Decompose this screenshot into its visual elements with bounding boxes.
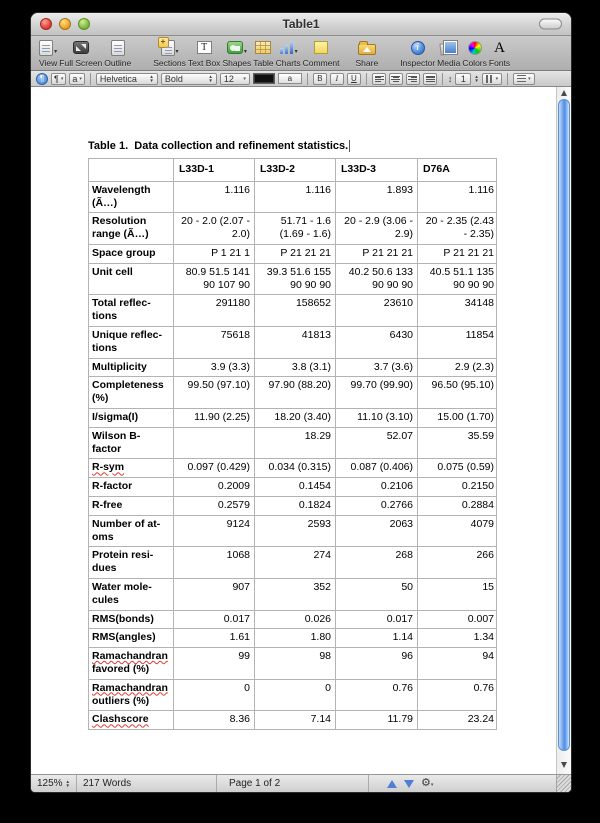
row-label-cell[interactable] — [89, 409, 173, 427]
value-cell[interactable]: 1.34 — [417, 629, 498, 647]
word-count-text: 217 Words — [83, 778, 132, 789]
row-label-cell[interactable] — [89, 295, 173, 326]
value-cell[interactable]: 15.00 (1.70) — [417, 409, 498, 427]
scroll-down-arrow-icon[interactable] — [557, 762, 571, 768]
toolbar-item-outline[interactable] — [104, 38, 131, 68]
charts-icon — [279, 41, 294, 54]
table-header-row — [89, 159, 496, 181]
value-cell[interactable]: 1.116 — [173, 182, 254, 213]
value-cell[interactable]: 1.61 — [173, 629, 254, 647]
italic-button[interactable]: I — [330, 73, 344, 85]
toolbar-item-label: Shapes — [222, 58, 252, 68]
row-label-cell[interactable] — [89, 547, 173, 578]
title-bar[interactable] — [31, 13, 571, 36]
value-cell[interactable]: 1.116 — [417, 182, 498, 213]
value-cell[interactable]: 20 - 2.35 (2.43 - 2.35) — [417, 213, 498, 244]
view-icon — [39, 40, 53, 56]
row-label-line: tions — [92, 310, 118, 323]
value-cell[interactable]: 41813 — [254, 327, 335, 358]
toolbar-item-charts[interactable] — [276, 38, 301, 68]
table-row — [89, 578, 496, 610]
row-label-cell[interactable] — [89, 497, 173, 515]
value-cell[interactable]: 23.24 — [417, 711, 498, 729]
table-row — [89, 628, 496, 647]
value-cell[interactable]: 0.007 — [417, 611, 498, 629]
toolbar-item-comment[interactable] — [303, 38, 340, 68]
resize-grip[interactable] — [556, 775, 571, 792]
gear-icon[interactable]: ⚙▾ — [421, 777, 434, 789]
row-label-cell[interactable] — [89, 478, 173, 496]
toolbar-item-textbox[interactable] — [188, 38, 221, 68]
align-center-button[interactable] — [389, 73, 403, 85]
document-area[interactable] — [31, 87, 571, 774]
toolbar-item-label: Media — [437, 58, 461, 68]
value-cell[interactable]: 1.893 — [335, 182, 417, 213]
row-label-cell[interactable] — [89, 213, 173, 244]
value-cell[interactable]: 0.087 (0.406) — [335, 459, 417, 477]
fullscreen-icon — [73, 41, 89, 54]
bold-button[interactable]: B — [313, 73, 327, 85]
app-window — [30, 12, 572, 793]
font-family-select[interactable] — [96, 73, 158, 85]
toolbar-item-inspector[interactable] — [400, 38, 435, 68]
value-cell[interactable]: 11.90 (2.25) — [173, 409, 254, 427]
typeface-value: Bold — [164, 73, 183, 84]
font-family-value: Helvetica — [99, 73, 137, 84]
paragraph-icon[interactable]: ¶ — [36, 73, 48, 85]
value-cell[interactable]: 20 - 2.9 (3.06 - 2.9) — [335, 213, 417, 244]
header-cell[interactable]: L33D-2 — [254, 159, 335, 181]
underline-button[interactable]: U — [347, 73, 361, 85]
toolbar-item-label: Table — [253, 58, 274, 68]
shapes-icon — [227, 41, 243, 54]
comment-icon — [314, 41, 328, 54]
value-cell[interactable]: 99.70 (99.90) — [335, 377, 417, 408]
value-cell[interactable]: 0.2106 — [335, 478, 417, 496]
value-cell[interactable]: 0.097 (0.429) — [173, 459, 254, 477]
character-style-dropdown[interactable] — [69, 73, 85, 85]
table-row — [89, 294, 496, 326]
value-cell[interactable]: 4079 — [417, 516, 498, 547]
toolbar-item-label: Sections — [153, 58, 186, 68]
value-cell[interactable]: 98 — [254, 648, 335, 679]
value-cell[interactable]: 0.76 — [417, 680, 498, 711]
value-cell[interactable]: 99.50 (97.10) — [173, 377, 254, 408]
row-label-line: Resolution — [92, 215, 147, 228]
row-label-line: Number of at- — [92, 517, 161, 530]
value-cell[interactable]: 50 — [335, 579, 417, 610]
row-label-cell[interactable] — [89, 629, 173, 647]
header-cell[interactable]: L33D-3 — [335, 159, 417, 181]
stepper-icon — [208, 75, 212, 81]
media-icon — [440, 41, 458, 54]
page-content — [88, 140, 500, 730]
header-cell[interactable]: D76A — [417, 159, 498, 181]
toolbar-item-label: Share — [355, 58, 379, 68]
row-label-line: Water mole- — [92, 580, 152, 593]
row-label-line: dues — [92, 562, 117, 575]
table-row — [89, 477, 496, 496]
table-row — [89, 458, 496, 477]
row-label-line: Total reflec- — [92, 297, 151, 310]
value-cell[interactable]: 274 — [254, 547, 335, 578]
font-size-value: 12 — [223, 73, 234, 84]
table-row — [89, 358, 496, 377]
value-cell[interactable]: 2593 — [254, 516, 335, 547]
divider — [507, 73, 508, 85]
value-cell[interactable]: 7.14 — [254, 711, 335, 729]
header-corner-cell[interactable] — [89, 159, 173, 181]
table-row — [89, 427, 496, 459]
value-cell[interactable]: 0.2579 — [173, 497, 254, 515]
paragraph-style-value: ¶ — [54, 73, 59, 84]
page-indicator-text: Page 1 of 2 — [229, 778, 281, 789]
share-icon — [358, 44, 376, 55]
toolbar-toggle-button[interactable] — [539, 19, 562, 30]
text-box-icon — [197, 41, 212, 54]
row-label-cell[interactable] — [89, 182, 173, 213]
font-size-select[interactable] — [220, 73, 250, 85]
chevron-down-icon: ▾ — [495, 75, 499, 82]
toolbar-item-sections[interactable] — [153, 38, 186, 68]
toolbar-item-media[interactable] — [437, 38, 460, 68]
row-label-line: outliers (%) — [92, 694, 150, 707]
table-row — [89, 408, 496, 427]
toolbar-item-share[interactable] — [356, 38, 379, 68]
table-caption-text: Table 1. Data collection and refinement statistics. — [88, 140, 349, 152]
value-cell[interactable]: 3.8 (3.1) — [254, 359, 335, 377]
value-cell[interactable]: 20 - 2.0 (2.07 - 2.0) — [173, 213, 254, 244]
scrollbar-thumb[interactable] — [558, 99, 570, 751]
header-cell[interactable]: L33D-1 — [173, 159, 254, 181]
value-cell[interactable]: 0.017 — [173, 611, 254, 629]
row-label-cell[interactable] — [89, 245, 173, 263]
value-cell[interactable]: 0.2009 — [173, 478, 254, 496]
toolbar-item-label: View — [39, 58, 58, 68]
value-cell[interactable]: P 21 21 21 — [335, 245, 417, 263]
value-cell[interactable]: P 1 21 1 — [173, 245, 254, 263]
value-cell[interactable]: 0.034 (0.315) — [254, 459, 335, 477]
value-cell[interactable]: 75618 — [173, 327, 254, 358]
value-cell[interactable]: 51.71 - 1.6 (1.69 - 1.6) — [254, 213, 335, 244]
value-cell[interactable]: 0 — [173, 680, 254, 711]
row-label-line: oms — [92, 530, 114, 543]
align-right-button[interactable] — [406, 73, 420, 85]
row-label-line: Ramachandran — [92, 650, 168, 663]
value-cell[interactable]: 94 — [417, 648, 498, 679]
value-cell[interactable]: 0.76 — [335, 680, 417, 711]
row-label-line: I/sigma(I) — [92, 410, 139, 423]
dropdown-arrow-icon: ▾ — [54, 49, 58, 55]
value-cell[interactable]: 39.3 51.6 155 90 90 90 — [254, 264, 335, 295]
row-label-line: (Ã…) — [92, 196, 118, 209]
value-cell[interactable]: 0.017 — [335, 611, 417, 629]
toolbar-item-view[interactable] — [39, 38, 57, 68]
toolbar-item-label: Comment — [302, 58, 340, 68]
stepper-icon — [149, 75, 153, 81]
table-row — [89, 610, 496, 629]
stats-table[interactable] — [88, 158, 497, 730]
dropdown-arrow-icon: ▾ — [175, 49, 179, 55]
row-label-line: favored (%) — [92, 662, 150, 675]
row-label-cell[interactable] — [89, 327, 173, 358]
row-label-line: (%) — [92, 392, 109, 405]
close-button[interactable] — [40, 18, 52, 30]
colors-icon — [468, 41, 482, 55]
row-label-line: Clashscore — [92, 713, 149, 726]
value-cell[interactable]: 96 — [335, 648, 417, 679]
table-icon — [255, 41, 271, 54]
traffic-lights — [40, 18, 90, 30]
chevron-down-icon: ▾ — [243, 75, 246, 82]
row-label-cell[interactable] — [89, 377, 173, 408]
chevron-down-icon: ▾ — [430, 782, 434, 788]
table-row — [89, 326, 496, 358]
row-label-line: Space group — [92, 246, 156, 259]
zoom-stepper-icon[interactable] — [66, 780, 70, 786]
value-cell[interactable]: 0.026 — [254, 611, 335, 629]
toolbar-item-label: Text Box — [187, 58, 221, 68]
toolbar-item-colors[interactable] — [462, 38, 487, 68]
value-cell[interactable]: 1.14 — [335, 629, 417, 647]
row-label-cell[interactable] — [89, 264, 173, 295]
page-navigation — [387, 778, 433, 789]
value-cell[interactable]: 0.2766 — [335, 497, 417, 515]
character-style-value: a — [72, 73, 78, 84]
table-row — [89, 376, 496, 408]
row-label-cell[interactable] — [89, 680, 173, 711]
toolbar-item-table[interactable] — [253, 38, 273, 68]
table-row — [89, 647, 496, 679]
value-cell[interactable]: 0.1454 — [254, 478, 335, 496]
chevron-down-icon: ▾ — [528, 75, 531, 82]
value-cell[interactable]: 96.50 (95.10) — [417, 377, 498, 408]
dropdown-arrow-icon: ▾ — [243, 49, 247, 55]
toolbar-item-label: Inspector — [400, 58, 436, 68]
format-bar — [31, 71, 571, 87]
value-cell[interactable]: 266 — [417, 547, 498, 578]
row-label-line: range (Ã…) — [92, 228, 149, 241]
value-cell[interactable]: 268 — [335, 547, 417, 578]
row-label-line: Completeness — [92, 379, 164, 392]
value-cell[interactable]: 35.59 — [417, 428, 498, 459]
row-label-line: R-free — [92, 498, 123, 511]
vertical-scrollbar[interactable] — [556, 87, 571, 774]
divider — [307, 73, 308, 85]
value-cell[interactable]: 11854 — [417, 327, 498, 358]
row-label-line: Ramachandran — [92, 681, 168, 694]
value-cell[interactable]: 8.36 — [173, 711, 254, 729]
table-row — [89, 710, 496, 729]
divider — [442, 73, 443, 85]
divider — [366, 73, 367, 85]
value-cell[interactable]: 11.79 — [335, 711, 417, 729]
value-cell[interactable]: 18.20 (3.40) — [254, 409, 335, 427]
toolbar-item-shapes[interactable] — [222, 38, 251, 68]
value-cell[interactable]: 2.9 (2.3) — [417, 359, 498, 377]
row-label-line: R-sym — [92, 461, 125, 474]
row-label-cell[interactable] — [89, 459, 173, 477]
row-label-line: Unique reflec- — [92, 328, 163, 341]
toolbar-item-label: Fonts — [488, 58, 511, 68]
row-label-line: Protein resi- — [92, 549, 154, 562]
toolbar-item-label: Outline — [104, 58, 132, 68]
columns-dropdown[interactable] — [482, 73, 502, 85]
inspector-icon — [411, 41, 425, 55]
line-spacing-value[interactable]: 1 — [455, 73, 471, 85]
value-cell[interactable]: 3.7 (3.6) — [335, 359, 417, 377]
toolbar — [31, 36, 571, 71]
status-bar — [31, 774, 571, 792]
outline-icon — [111, 40, 125, 56]
value-cell[interactable]: 0.075 (0.59) — [417, 459, 498, 477]
row-label-cell[interactable] — [89, 611, 173, 629]
align-left-button[interactable] — [372, 73, 386, 85]
chevron-down-icon: ▾ — [60, 75, 64, 82]
align-justify-button[interactable] — [423, 73, 437, 85]
value-cell[interactable]: 3.9 (3.3) — [173, 359, 254, 377]
chevron-down-icon: ▾ — [79, 75, 82, 82]
list-style-dropdown[interactable] — [513, 73, 535, 85]
value-cell[interactable]: 99 — [173, 648, 254, 679]
value-cell[interactable]: 907 — [173, 579, 254, 610]
value-cell[interactable]: 0 — [254, 680, 335, 711]
row-label-line: Unit cell — [92, 265, 133, 278]
text-color-well[interactable] — [253, 73, 275, 84]
row-label-cell[interactable] — [89, 516, 173, 547]
value-cell[interactable]: 34148 — [417, 295, 498, 326]
value-cell[interactable]: 352 — [254, 579, 335, 610]
value-cell[interactable]: 18.29 — [254, 428, 335, 459]
table-row — [89, 546, 496, 578]
value-cell[interactable]: 1068 — [173, 547, 254, 578]
typeface-select[interactable] — [161, 73, 217, 85]
line-spacing-icon: ↕ — [447, 73, 453, 84]
value-cell[interactable]: 11.10 (3.10) — [335, 409, 417, 427]
highlight-color-well[interactable] — [278, 73, 302, 84]
value-cell[interactable] — [173, 428, 254, 459]
row-label-line: R-factor — [92, 480, 133, 493]
row-label-line: cules — [92, 593, 119, 606]
scroll-up-arrow-icon[interactable] — [557, 90, 571, 96]
table-row — [89, 212, 496, 244]
toolbar-item-fonts[interactable] — [489, 38, 510, 68]
table-row — [89, 181, 496, 213]
value-cell[interactable]: 52.07 — [335, 428, 417, 459]
window-title: Table1 — [282, 17, 320, 31]
value-cell[interactable]: 1.116 — [254, 182, 335, 213]
row-label-line: RMS(bonds) — [92, 612, 154, 625]
toolbar-item-label: Charts — [275, 58, 301, 68]
dropdown-arrow-icon: ▾ — [294, 49, 298, 55]
row-label-line: factor — [92, 442, 122, 455]
value-cell[interactable]: 6430 — [335, 327, 417, 358]
fonts-icon — [493, 40, 506, 56]
row-label-line: tions — [92, 341, 118, 354]
zoom-level: 125% — [37, 778, 63, 789]
value-cell[interactable]: 2063 — [335, 516, 417, 547]
highlight-label: a — [287, 74, 293, 83]
value-cell[interactable]: 0.2150 — [417, 478, 498, 496]
zoom-button[interactable] — [78, 18, 90, 30]
row-label-cell[interactable] — [89, 648, 173, 679]
word-count — [77, 775, 217, 792]
table-row — [89, 263, 496, 295]
line-spacing-stepper[interactable] — [474, 75, 478, 81]
sections-icon — [161, 40, 175, 56]
value-cell[interactable]: 15 — [417, 579, 498, 610]
value-cell[interactable]: 9124 — [173, 516, 254, 547]
value-cell[interactable]: 97.90 (88.20) — [254, 377, 335, 408]
value-cell[interactable]: 291180 — [173, 295, 254, 326]
zoom-control[interactable] — [31, 775, 77, 792]
value-cell[interactable]: 40.5 51.1 135 90 90 90 — [417, 264, 498, 295]
value-cell[interactable]: 1.80 — [254, 629, 335, 647]
row-label-line: Wavelength — [92, 183, 151, 196]
minimize-button[interactable] — [59, 18, 71, 30]
row-label-cell[interactable] — [89, 428, 173, 459]
row-label-line: RMS(angles) — [92, 631, 156, 644]
toolbar-item-label: Colors — [462, 58, 487, 68]
value-cell[interactable]: P 21 21 21 — [417, 245, 498, 263]
toolbar-item-label: Full Screen — [59, 58, 103, 68]
table-row — [89, 496, 496, 515]
value-cell[interactable]: 0.1824 — [254, 497, 335, 515]
row-label-cell[interactable] — [89, 579, 173, 610]
row-label-line: Multiplicity — [92, 360, 147, 373]
value-cell[interactable]: 40.2 50.6 133 90 90 90 — [335, 264, 417, 295]
toolbar-item-fullscreen[interactable] — [59, 38, 102, 68]
value-cell[interactable]: 0.2884 — [417, 497, 498, 515]
previous-page-button[interactable] — [387, 780, 397, 788]
value-cell[interactable]: P 21 21 21 — [254, 245, 335, 263]
value-cell[interactable]: 158652 — [254, 295, 335, 326]
row-label-line: Wilson B- — [92, 429, 141, 442]
page-indicator — [217, 775, 369, 792]
paragraph-style-dropdown[interactable] — [51, 73, 66, 85]
divider — [90, 73, 91, 85]
table-row — [89, 244, 496, 263]
table-caption[interactable] — [88, 140, 500, 152]
value-cell[interactable]: 80.9 51.5 141 90 107 90 — [173, 264, 254, 295]
value-cell[interactable]: 23610 — [335, 295, 417, 326]
row-label-cell[interactable] — [89, 359, 173, 377]
table-row — [89, 679, 496, 711]
text-cursor — [349, 140, 350, 152]
next-page-button[interactable] — [404, 780, 414, 788]
row-label-cell[interactable] — [89, 711, 173, 729]
table-row — [89, 515, 496, 547]
